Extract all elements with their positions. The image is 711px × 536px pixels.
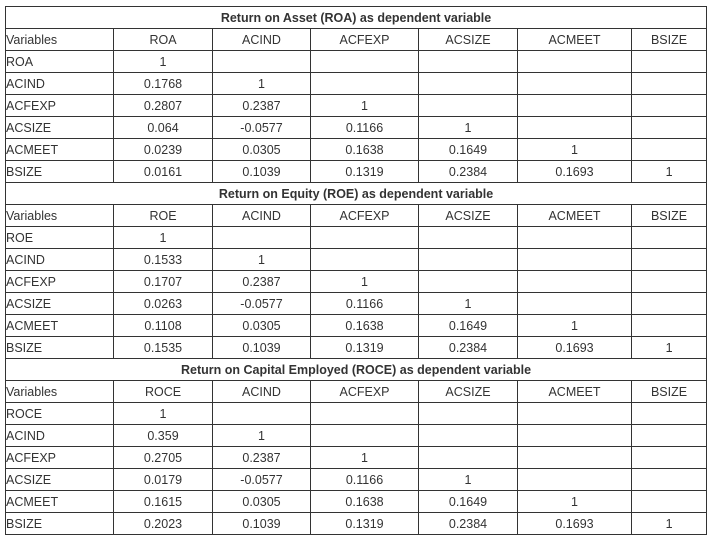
row-label: BSIZE — [6, 161, 114, 183]
row-label: BSIZE — [6, 337, 114, 359]
correlation-value: 1 — [213, 249, 311, 271]
correlation-value: 1 — [419, 293, 518, 315]
section-title-row — [6, 359, 707, 381]
correlation-value — [632, 447, 707, 469]
table-row — [6, 95, 707, 117]
correlation-value — [419, 227, 518, 249]
correlation-value — [518, 73, 632, 95]
correlation-value: 0.2023 — [114, 513, 213, 535]
correlation-value — [518, 447, 632, 469]
correlation-value: 1 — [518, 491, 632, 513]
correlation-value: 1 — [632, 513, 707, 535]
correlation-value: 0.1638 — [311, 491, 419, 513]
correlation-value — [311, 51, 419, 73]
correlation-value: 1 — [518, 315, 632, 337]
correlation-value — [419, 403, 518, 425]
correlation-value — [213, 51, 311, 73]
correlation-value: -0.0577 — [213, 117, 311, 139]
correlation-value — [518, 271, 632, 293]
correlation-value — [632, 315, 707, 337]
correlation-value: 0.1693 — [518, 513, 632, 535]
section-title: Return on Equity (ROE) as dependent variable — [6, 183, 707, 205]
row-label: ACIND — [6, 249, 114, 271]
correlation-value: 0.1615 — [114, 491, 213, 513]
correlation-value: 0.1108 — [114, 315, 213, 337]
correlation-value — [632, 469, 707, 491]
row-label: ROE — [6, 227, 114, 249]
correlation-value — [311, 227, 419, 249]
correlation-value — [632, 51, 707, 73]
correlation-value — [518, 249, 632, 271]
row-label: ROCE — [6, 403, 114, 425]
section-title: Return on Asset (ROA) as dependent variable — [6, 7, 707, 29]
row-label: ROA — [6, 51, 114, 73]
correlation-value — [632, 249, 707, 271]
table-row — [6, 249, 707, 271]
correlation-value — [632, 403, 707, 425]
correlation-value: 0.2387 — [213, 95, 311, 117]
table-body — [6, 7, 707, 535]
correlation-value: 0.1533 — [114, 249, 213, 271]
correlation-value: 1 — [311, 95, 419, 117]
column-header: ACMEET — [518, 29, 632, 51]
column-header: ACFEXP — [311, 205, 419, 227]
table-row — [6, 337, 707, 359]
table-row — [6, 51, 707, 73]
correlation-value: 0.1649 — [419, 491, 518, 513]
correlation-value: 0.2705 — [114, 447, 213, 469]
correlation-value — [419, 95, 518, 117]
correlation-value: 0.1319 — [311, 337, 419, 359]
table-row — [6, 491, 707, 513]
column-header: ACIND — [213, 205, 311, 227]
column-header: BSIZE — [632, 205, 707, 227]
correlation-value: 0.2384 — [419, 161, 518, 183]
correlation-value — [518, 293, 632, 315]
correlation-value — [213, 403, 311, 425]
correlation-value: 0.1638 — [311, 315, 419, 337]
correlation-value — [311, 73, 419, 95]
dependent-variable-header: ROCE — [114, 381, 213, 403]
table-row — [6, 513, 707, 535]
correlation-value: 0.1535 — [114, 337, 213, 359]
section-title-row — [6, 7, 707, 29]
correlation-value: 0.2387 — [213, 271, 311, 293]
correlation-value: 1 — [311, 271, 419, 293]
correlation-value — [632, 491, 707, 513]
dependent-variable-header: ROA — [114, 29, 213, 51]
correlation-value: 0.2384 — [419, 513, 518, 535]
correlation-value: 0.1039 — [213, 513, 311, 535]
correlation-value: 0.359 — [114, 425, 213, 447]
row-label: ACFEXP — [6, 271, 114, 293]
correlation-value — [518, 117, 632, 139]
correlation-value — [632, 425, 707, 447]
correlation-value: 0.1638 — [311, 139, 419, 161]
correlation-value: 0.0161 — [114, 161, 213, 183]
correlation-value: 1 — [632, 337, 707, 359]
section-title: Return on Capital Employed (ROCE) as dependent variable — [6, 359, 707, 381]
correlation-value: 0.0239 — [114, 139, 213, 161]
column-header: ACFEXP — [311, 29, 419, 51]
correlation-value: 1 — [213, 73, 311, 95]
table-row — [6, 469, 707, 491]
column-header: ACSIZE — [419, 381, 518, 403]
correlation-value — [518, 227, 632, 249]
correlation-value: 0.1649 — [419, 315, 518, 337]
correlation-value: 0.1039 — [213, 161, 311, 183]
correlation-value — [632, 95, 707, 117]
correlation-value — [419, 271, 518, 293]
correlation-value: 1 — [114, 227, 213, 249]
correlation-value — [632, 73, 707, 95]
column-header: ACIND — [213, 381, 311, 403]
correlation-value: 0.1166 — [311, 469, 419, 491]
table-row — [6, 271, 707, 293]
correlation-value — [311, 249, 419, 271]
row-label: ACSIZE — [6, 469, 114, 491]
correlation-value: -0.0577 — [213, 469, 311, 491]
correlation-value — [419, 51, 518, 73]
column-header: ACIND — [213, 29, 311, 51]
correlation-value: 0.064 — [114, 117, 213, 139]
correlation-value: 0.2807 — [114, 95, 213, 117]
correlation-value: 0.1166 — [311, 293, 419, 315]
correlation-value: 0.1693 — [518, 337, 632, 359]
table-row — [6, 447, 707, 469]
correlation-value — [518, 95, 632, 117]
correlation-value — [632, 271, 707, 293]
correlation-value — [213, 227, 311, 249]
correlation-value — [419, 425, 518, 447]
correlation-value: 1 — [311, 447, 419, 469]
row-label: ACMEET — [6, 315, 114, 337]
correlation-value: 0.1649 — [419, 139, 518, 161]
correlation-value — [311, 425, 419, 447]
table-row — [6, 139, 707, 161]
variables-header: Variables — [6, 205, 114, 227]
correlation-value: 0.1039 — [213, 337, 311, 359]
correlation-value — [518, 51, 632, 73]
correlation-value: 0.1768 — [114, 73, 213, 95]
correlation-value — [518, 403, 632, 425]
column-header: BSIZE — [632, 381, 707, 403]
header-row — [6, 381, 707, 403]
table-row — [6, 425, 707, 447]
row-label: ACIND — [6, 425, 114, 447]
row-label: ACMEET — [6, 491, 114, 513]
table-row — [6, 161, 707, 183]
row-label: ACSIZE — [6, 293, 114, 315]
correlation-value: 0.0305 — [213, 139, 311, 161]
correlation-value: 0.1693 — [518, 161, 632, 183]
table-row — [6, 293, 707, 315]
correlation-value — [632, 293, 707, 315]
row-label: BSIZE — [6, 513, 114, 535]
correlation-value — [419, 73, 518, 95]
correlation-value: 0.1319 — [311, 513, 419, 535]
correlation-value: 0.0179 — [114, 469, 213, 491]
table-row — [6, 117, 707, 139]
section-title-row — [6, 183, 707, 205]
table-row — [6, 315, 707, 337]
table-row — [6, 403, 707, 425]
row-label: ACMEET — [6, 139, 114, 161]
correlation-table — [5, 6, 707, 535]
column-header: ACMEET — [518, 205, 632, 227]
correlation-value — [419, 249, 518, 271]
header-row — [6, 205, 707, 227]
correlation-value: 1 — [213, 425, 311, 447]
table-row — [6, 73, 707, 95]
correlation-value: 1 — [632, 161, 707, 183]
column-header: ACMEET — [518, 381, 632, 403]
correlation-value: 0.1166 — [311, 117, 419, 139]
correlation-value: 0.1707 — [114, 271, 213, 293]
column-header: BSIZE — [632, 29, 707, 51]
column-header: ACSIZE — [419, 29, 518, 51]
correlation-value: -0.0577 — [213, 293, 311, 315]
row-label: ACSIZE — [6, 117, 114, 139]
correlation-value: 0.1319 — [311, 161, 419, 183]
correlation-tables — [5, 6, 706, 535]
column-header: ACSIZE — [419, 205, 518, 227]
correlation-value: 1 — [114, 403, 213, 425]
row-label: ACFEXP — [6, 447, 114, 469]
row-label: ACIND — [6, 73, 114, 95]
correlation-value: 0.0305 — [213, 491, 311, 513]
correlation-value: 0.0263 — [114, 293, 213, 315]
correlation-value: 1 — [419, 469, 518, 491]
correlation-value: 0.2384 — [419, 337, 518, 359]
correlation-value — [632, 227, 707, 249]
correlation-value — [518, 469, 632, 491]
correlation-value — [632, 139, 707, 161]
correlation-value — [518, 425, 632, 447]
variables-header: Variables — [6, 381, 114, 403]
dependent-variable-header: ROE — [114, 205, 213, 227]
correlation-value: 1 — [419, 117, 518, 139]
correlation-value — [632, 117, 707, 139]
correlation-value: 0.2387 — [213, 447, 311, 469]
header-row — [6, 29, 707, 51]
correlation-value — [311, 403, 419, 425]
correlation-value: 1 — [518, 139, 632, 161]
correlation-value — [419, 447, 518, 469]
variables-header: Variables — [6, 29, 114, 51]
row-label: ACFEXP — [6, 95, 114, 117]
table-row — [6, 227, 707, 249]
column-header: ACFEXP — [311, 381, 419, 403]
correlation-value: 1 — [114, 51, 213, 73]
correlation-value: 0.0305 — [213, 315, 311, 337]
